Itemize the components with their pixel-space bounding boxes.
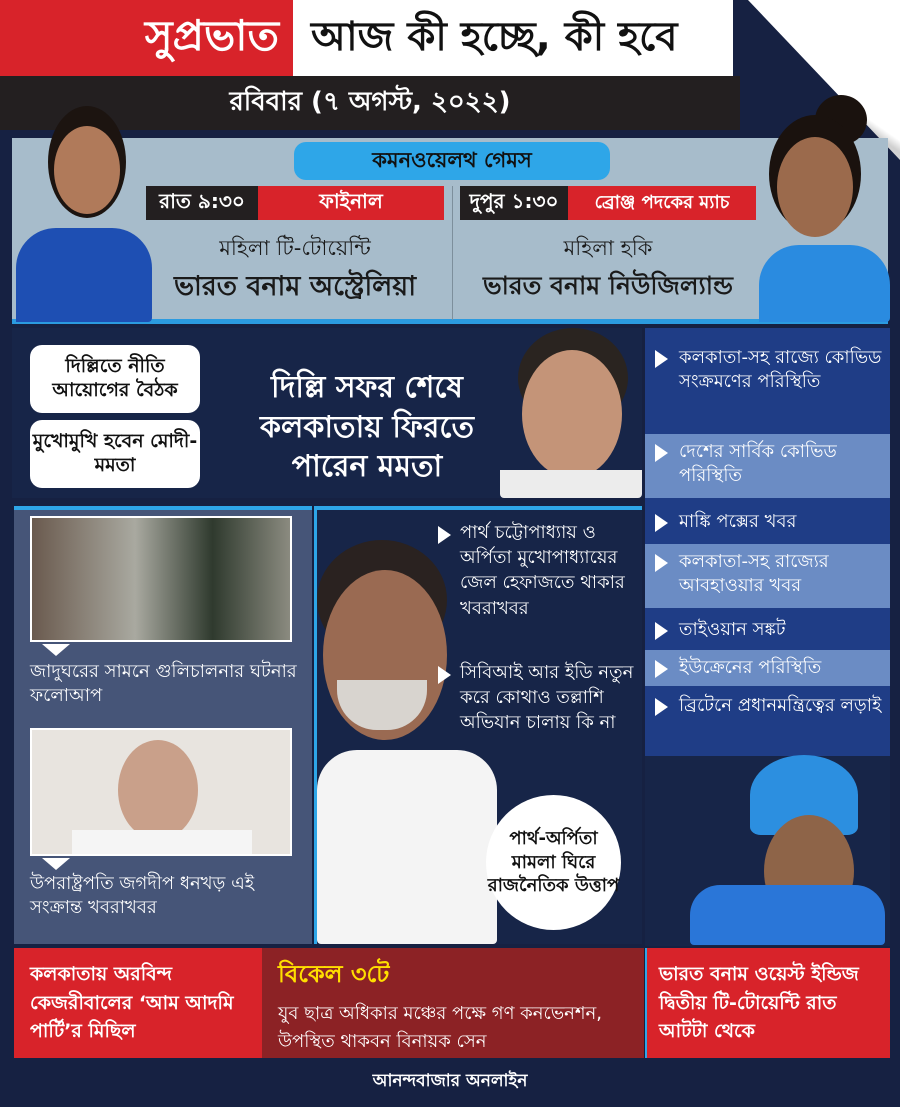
final-category: মহিলা টি-টোয়েন্টি: [219, 236, 371, 260]
kejriwal-rally[interactable]: কলকাতায় অরবিন্দ কেজরীবালের ‘আম আদমি পার্টি’র মিছিল: [14, 948, 262, 1058]
play-triangle-icon: [655, 350, 668, 368]
final-match: ভারত বনাম অস্ট্রেলিয়া: [173, 271, 417, 302]
final-stage: ফাইনাল: [258, 186, 444, 220]
partha-bullet[interactable]: সিবিআই আর ইডি নতুন করে কোথাও তল্লাশি অভিযান চালায় কি না: [438, 660, 638, 736]
news-item[interactable]: ব্রিটেনে প্রধানমন্ত্রিত্বের লড়াই: [645, 688, 890, 752]
play-triangle-icon: [438, 666, 451, 684]
play-triangle-icon: [655, 514, 668, 532]
dhankhar-story-caption[interactable]: উপরাষ্ট্রপতি জগদীপ ধনখড় এই সংক্রান্ত খবরাখবর: [30, 873, 255, 919]
convention-box[interactable]: [262, 948, 644, 1058]
mamata-headline: দিল্লি সফর শেষে কলকাতায় ফিরতে পারেন মমতা: [260, 370, 474, 485]
play-triangle-icon: [655, 660, 668, 678]
mamata-photo: [500, 328, 642, 498]
bronze-category: মহিলা হকি: [563, 236, 653, 260]
rohit-photo: [690, 755, 885, 945]
tagline: আজ কী হচ্ছে, কী হবে: [293, 0, 733, 76]
museum-story-caption[interactable]: জাদুঘরের সামনে গুলিচালনার ঘটনার ফলোআপ: [30, 661, 297, 707]
news-item[interactable]: ইউক্রেনের পরিস্থিতি: [645, 650, 890, 686]
news-item[interactable]: কলকাতা-সহ রাজ্যের আবহাওয়ার খবর: [645, 544, 890, 608]
date-banner: রবিবার (৭ অগস্ট, ২০২২): [0, 76, 740, 130]
play-triangle-icon: [655, 444, 668, 462]
news-item[interactable]: মাঙ্কি পক্সের খবর: [645, 504, 890, 540]
hockey-player-photo: [755, 95, 890, 322]
final-time: রাত ৯:৩০: [146, 186, 258, 220]
dhankhar-photo: [30, 728, 292, 856]
news-item[interactable]: তাইওয়ান সঙ্কট: [645, 612, 890, 648]
bronze-time: দুপুর ১:৩০: [460, 186, 568, 220]
caption-pointer: [42, 644, 70, 656]
india-wi-match[interactable]: ভারত বনাম ওয়েস্ট ইন্ডিজ দ্বিতীয় টি-টোয়েন্টি রাত আটটা থেকে: [645, 948, 890, 1058]
partha-arpita-circle: পার্থ-অর্পিতা মামলা ঘিরে রাজনৈতিক উত্তাপ: [486, 795, 621, 930]
play-triangle-icon: [655, 554, 668, 572]
brand-title: সুপ্রভাত: [0, 0, 293, 76]
commonwealth-games-title: কমনওয়েলথ গেমস: [294, 142, 610, 180]
cricketer-photo: [12, 100, 152, 322]
news-item[interactable]: দেশের সার্বিক কোভিড পরিস্থিতি: [645, 434, 890, 498]
modi-mamata-pill: মুখোমুখি হবেন মোদী-মমতা: [30, 420, 200, 488]
niti-aayog-pill: দিল্লিতে নীতি আয়োগের বৈঠক: [30, 345, 200, 413]
play-triangle-icon: [655, 698, 668, 716]
museum-shooting-photo: [30, 516, 292, 642]
event-divider: [452, 186, 453, 320]
caption-pointer: [42, 858, 70, 870]
play-triangle-icon: [438, 526, 451, 544]
bronze-stage: ব্রোঞ্জ পদকের ম্যাচ: [568, 186, 756, 220]
partha-bullet[interactable]: পার্থ চট্টোপাধ্যায় ও অর্পিতা মুখোপাধ্যায়ের জেল হেফাজতে থাকার খবরাখবর: [438, 520, 638, 621]
convention-time: বিকেল ৩টে: [278, 960, 390, 988]
convention-desc: যুব ছাত্র অধিকার মঞ্চের পক্ষে গণ কনভেনশন, উপস্থিত থাকবন বিনায়ক সেন: [278, 1003, 603, 1052]
news-item[interactable]: কলকাতা-সহ রাজ্যে কোভিড সংক্রমণের পরিস্থিতি: [645, 340, 890, 428]
bronze-match: ভারত বনাম নিউজিল্যান্ড: [483, 271, 733, 300]
play-triangle-icon: [655, 622, 668, 640]
source-credit: আনন্দবাজার অনলাইন: [372, 1071, 528, 1091]
